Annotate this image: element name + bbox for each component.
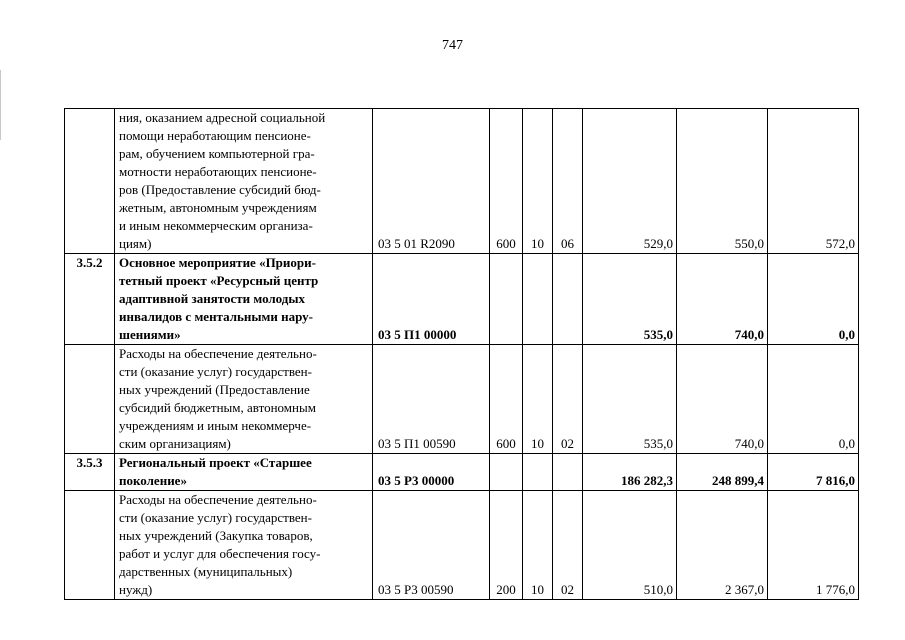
amount-year-1: 510,0 — [583, 491, 677, 600]
subsection-code: 02 — [553, 345, 583, 454]
row-number — [65, 109, 115, 254]
desc-line: сти (оказание услуг) государствен- — [119, 364, 312, 379]
desc-line: жетным, автономным учреждениям — [119, 200, 317, 215]
target-article-code: 03 5 Р3 00590 — [373, 491, 490, 600]
subsection-code: 06 — [553, 109, 583, 254]
row-description — [115, 109, 373, 254]
section-code: 10 — [523, 109, 553, 254]
desc-line: Основное мероприятие «Приори- — [119, 255, 316, 270]
expense-type: 600 — [490, 345, 523, 454]
desc-line: помощи неработающим пенсионе- — [119, 128, 311, 143]
amount-year-1: 529,0 — [583, 109, 677, 254]
target-article-code: 03 5 П1 00590 — [373, 345, 490, 454]
desc-line: ским организациям) — [119, 436, 231, 451]
desc-line: сти (оказание услуг) государствен- — [119, 510, 312, 525]
row-number: 3.5.2 — [65, 254, 115, 345]
desc-line: адаптивной занятости молодых — [119, 291, 306, 306]
row-number: 3.5.3 — [65, 454, 115, 491]
desc-line: дарственных (муниципальных) — [119, 564, 293, 579]
section-code: 10 — [523, 491, 553, 600]
amount-year-3: 1 776,0 — [768, 491, 859, 600]
desc-line: и иным некоммерческим организа- — [119, 218, 313, 233]
table-row — [65, 109, 859, 254]
amount-year-2: 740,0 — [677, 254, 768, 345]
desc-line: рам, обучением компьютерной гра- — [119, 146, 315, 161]
row-description — [115, 454, 373, 491]
desc-line: ных учреждений (Закупка товаров, — [119, 528, 313, 543]
desc-line: нужд) — [119, 582, 153, 597]
row-description — [115, 254, 373, 345]
margin-line — [0, 70, 1, 140]
row-number — [65, 491, 115, 600]
amount-year-2: 248 899,4 — [677, 454, 768, 491]
desc-line: мотности неработающих пенсионе- — [119, 164, 317, 179]
desc-line: субсидий бюджетным, автономным — [119, 400, 316, 415]
table-row — [65, 254, 859, 345]
amount-year-3: 0,0 — [768, 254, 859, 345]
desc-line: Расходы на обеспечение деятельно- — [119, 492, 317, 507]
desc-line: циям) — [119, 236, 152, 251]
amount-year-2: 740,0 — [677, 345, 768, 454]
section-code — [523, 454, 553, 491]
page-number: 747 — [442, 38, 463, 53]
table-row — [65, 491, 859, 600]
target-article-code: 03 5 01 R2090 — [373, 109, 490, 254]
row-description — [115, 491, 373, 600]
target-article-code: 03 5 П1 00000 — [373, 254, 490, 345]
desc-line: тетный проект «Ресурсный центр — [119, 273, 319, 288]
row-description — [115, 345, 373, 454]
row-number — [65, 345, 115, 454]
amount-year-2: 2 367,0 — [677, 491, 768, 600]
expense-type: 600 — [490, 109, 523, 254]
desc-line: ния, оказанием адресной социальной — [119, 110, 326, 125]
desc-line: шениями» — [119, 327, 181, 342]
expense-type — [490, 254, 523, 345]
amount-year-1: 535,0 — [583, 345, 677, 454]
desc-line: работ и услуг для обеспечения госу- — [119, 546, 321, 561]
subsection-code: 02 — [553, 491, 583, 600]
amount-year-1: 186 282,3 — [583, 454, 677, 491]
desc-line: Расходы на обеспечение деятельно- — [119, 346, 317, 361]
section-code — [523, 254, 553, 345]
desc-line: инвалидов с ментальными нару- — [119, 309, 313, 324]
section-code: 10 — [523, 345, 553, 454]
desc-line: ных учреждений (Предоставление — [119, 382, 310, 397]
table-row — [65, 345, 859, 454]
amount-year-1: 535,0 — [583, 254, 677, 345]
amount-year-3: 7 816,0 — [768, 454, 859, 491]
amount-year-3: 0,0 — [768, 345, 859, 454]
target-article-code: 03 5 Р3 00000 — [373, 454, 490, 491]
desc-line: учреждениям и иным некоммерче- — [119, 418, 312, 433]
table-row — [65, 454, 859, 491]
amount-year-3: 572,0 — [768, 109, 859, 254]
expense-type: 200 — [490, 491, 523, 600]
amount-year-2: 550,0 — [677, 109, 768, 254]
desc-line: поколение» — [119, 473, 187, 488]
budget-table — [64, 108, 859, 600]
subsection-code — [553, 454, 583, 491]
desc-line: Региональный проект «Старшее — [119, 455, 312, 470]
expense-type — [490, 454, 523, 491]
desc-line: ров (Предоставление субсидий бюд- — [119, 182, 321, 197]
subsection-code — [553, 254, 583, 345]
